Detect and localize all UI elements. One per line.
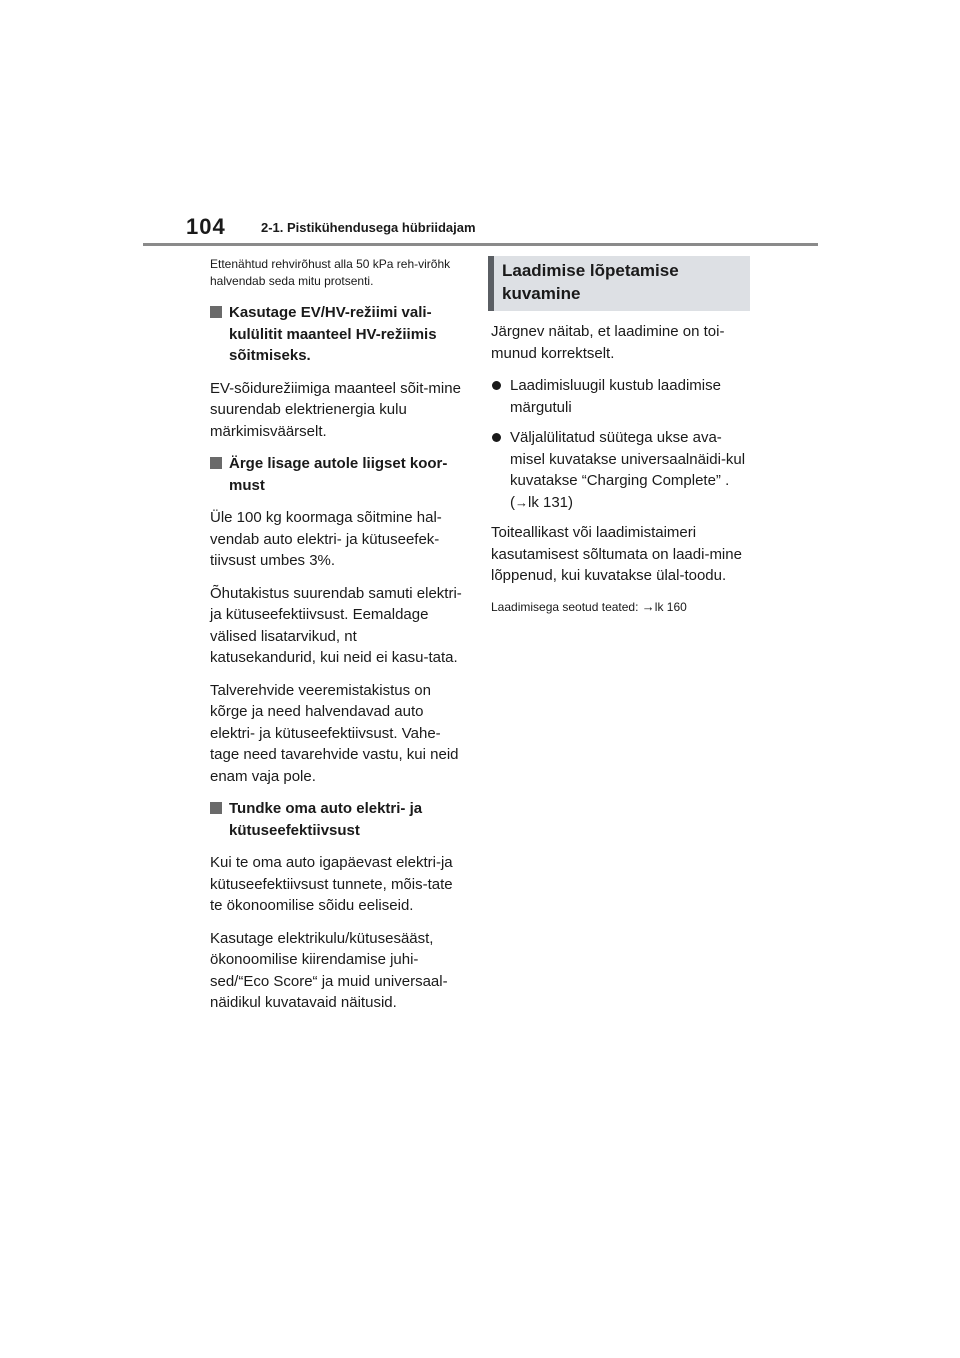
paragraph: Kui te oma auto igapäevast elektri-ja kütuseefektiivsust tunnete, mõis-tate te ökonoomilise sõidu eeliseid. <box>210 854 453 914</box>
right-column <box>491 256 747 627</box>
paragraph: Toiteallikast või laadimistaimeri kasutamisest sõltumata on laadi-mine lõppenud, kui kuvatakse ülal-toodu. <box>491 524 742 584</box>
paragraph: Üle 100 kg koormaga sõitmine hal-vendab auto elektri- ja kütuseefek-tiivsust umbes 3%. <box>210 509 442 569</box>
paragraph: EV-sõidurežiimiga maanteel sõit-mine suurendab elektrienergia kulu märkimisväärselt. <box>210 379 461 440</box>
dot-bullet-icon <box>492 381 501 390</box>
page-reference-link[interactable]: lk 131) <box>528 493 574 511</box>
list-item <box>491 375 747 418</box>
left-column <box>210 256 466 1025</box>
tire-pressure-note: Ettenähtud rehvirõhust alla 50 kPa reh-virõhk halvendab seda mitu protsenti. <box>210 257 451 288</box>
subheading-ev-hv-switch <box>210 302 466 367</box>
paragraph: Kasutage elektrikulu/kütusesääst, ökonoomilise kiirendamise juhi-sed/“Eco Score“ ja muid universaal-näidikul kuvatavaid näitusid. <box>210 929 448 1011</box>
arrow-right-icon: → <box>641 598 655 614</box>
paragraph: Õhutakistus suurendab samuti elektri- ja kütuseefektiivsust. Eemaldage välised lisatarvikud, nt katusekandurid, kui neid ei kasu-tata. <box>210 584 462 666</box>
header-rule <box>143 243 818 246</box>
square-bullet-icon <box>210 457 222 469</box>
reference-label: Laadimisega seotud teated: <box>491 599 642 614</box>
subheading-efficiency <box>210 798 466 841</box>
list-item <box>491 427 747 513</box>
square-bullet-icon <box>210 802 222 814</box>
dot-bullet-icon <box>492 433 501 442</box>
subheading-text: Kasutage EV/HV-režiimi vali-kulülitit maanteel HV-režiimis sõitmiseks. <box>229 304 437 364</box>
list-item-text: Laadimisluugil kustub laadimise märgutuli <box>510 377 721 416</box>
section-title: 2-1. Pistikühendusega hübriidajam <box>261 220 476 235</box>
arrow-right-icon: → <box>515 494 528 510</box>
charging-messages-reference <box>491 598 747 616</box>
subheading-load <box>210 453 466 496</box>
paragraph: Järgnev näitab, et laadimine on toi-munud korrektselt. <box>491 323 725 362</box>
paragraph: Talverehvide veeremistakistus on kõrge ja need halvendavad auto elektri- ja kütuseefektiivsust. Vahe-tage need tavarehvide vastu, kui neid enam vaja pole. <box>210 681 459 785</box>
square-bullet-icon <box>210 306 222 318</box>
list-item-text <box>510 427 747 513</box>
section-box-title: Laadimise lõpetamise kuvamine <box>488 256 750 311</box>
list-item-body: Väljalülitatud süütega ukse ava-misel kuvatakse universaalnäidi-kul kuvatakse “Charging Complete” .( <box>510 429 746 511</box>
page-number: 104 <box>186 214 226 239</box>
subheading-text: Ärge lisage autole liigset koor-must <box>229 455 448 494</box>
page-reference-link[interactable]: lk 160 <box>654 599 687 614</box>
subheading-text: Tundke oma auto elektri- ja kütuseefektiivsust <box>229 800 423 839</box>
